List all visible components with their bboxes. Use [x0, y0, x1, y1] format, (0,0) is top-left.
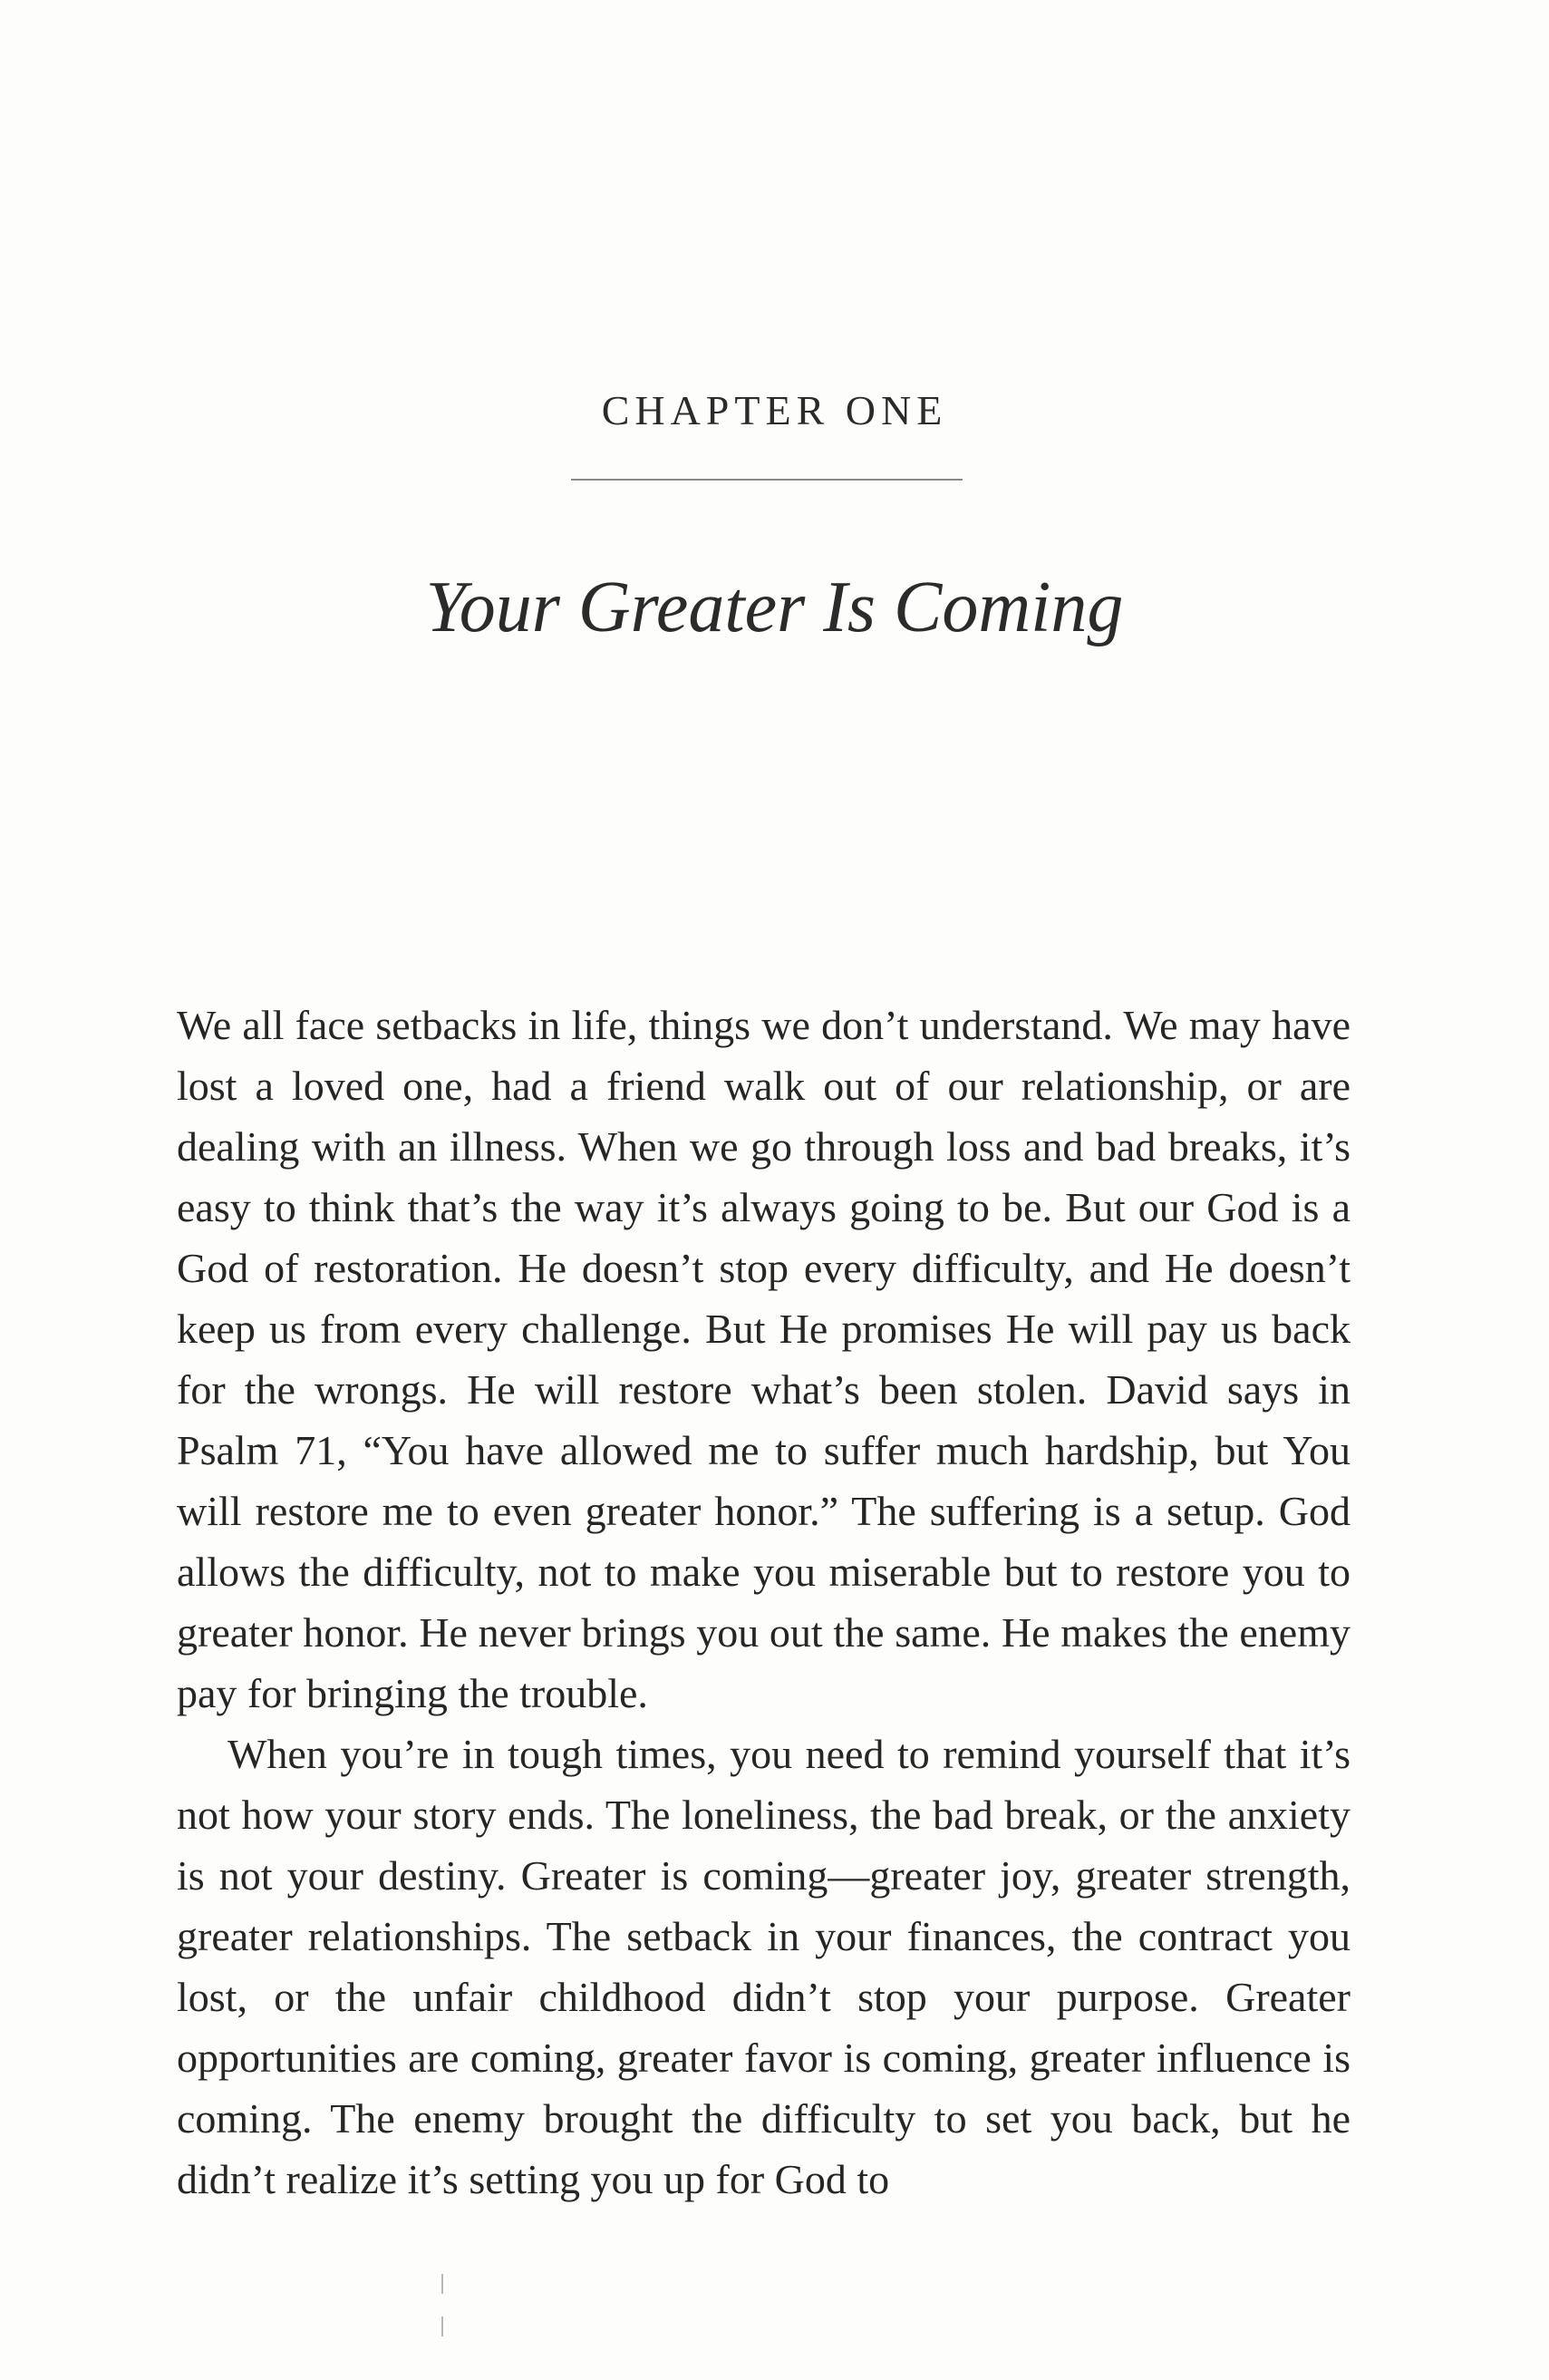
chapter-divider: [571, 479, 963, 481]
scan-mark: [441, 2274, 443, 2294]
chapter-title: Your Greater Is Coming: [425, 568, 1124, 647]
paragraph-2: When you’re in tough times, you need to remind yourself that it’s not how your story ends. The loneliness, the bad break, or the anxiety is not your destiny. Greater is coming—greater joy, greater strength, greater relationships. The setback in your finances, the contract you lost, or the unfair childhood didn’t stop your purpose. Greater opportunities are coming, greater favor is coming, greater influence is coming. The enemy brought the difficulty to set you back, but he didn’t realize it’s setting you up for God to: [177, 1731, 1351, 2202]
paragraph-1: We all face setbacks in life, things we don’t understand. We may have lost a loved one, had a friend walk out of our relationship, or are dealing with an illness. When we go through loss and bad breaks, it’s easy to think that’s the way it’s always going to be. But our God is a God of restoration. He doesn’t stop every difficulty, and He doesn’t keep us from every challenge. But He promises He will pay us back for the wrongs. He will restore what’s been stolen. David says in Psalm 71, “You have allowed me to suffer much hardship, but You will restore me to even greater honor.” The suffering is a setup. God allows the difficulty, not to make you miserable but to restore you to greater honor. He never brings you out the same. He makes the enemy pay for bringing the trouble.: [177, 1002, 1351, 1716]
scan-mark: [441, 2317, 443, 2336]
body-text: [177, 995, 1351, 2210]
chapter-label: CHAPTER ONE: [601, 387, 948, 433]
